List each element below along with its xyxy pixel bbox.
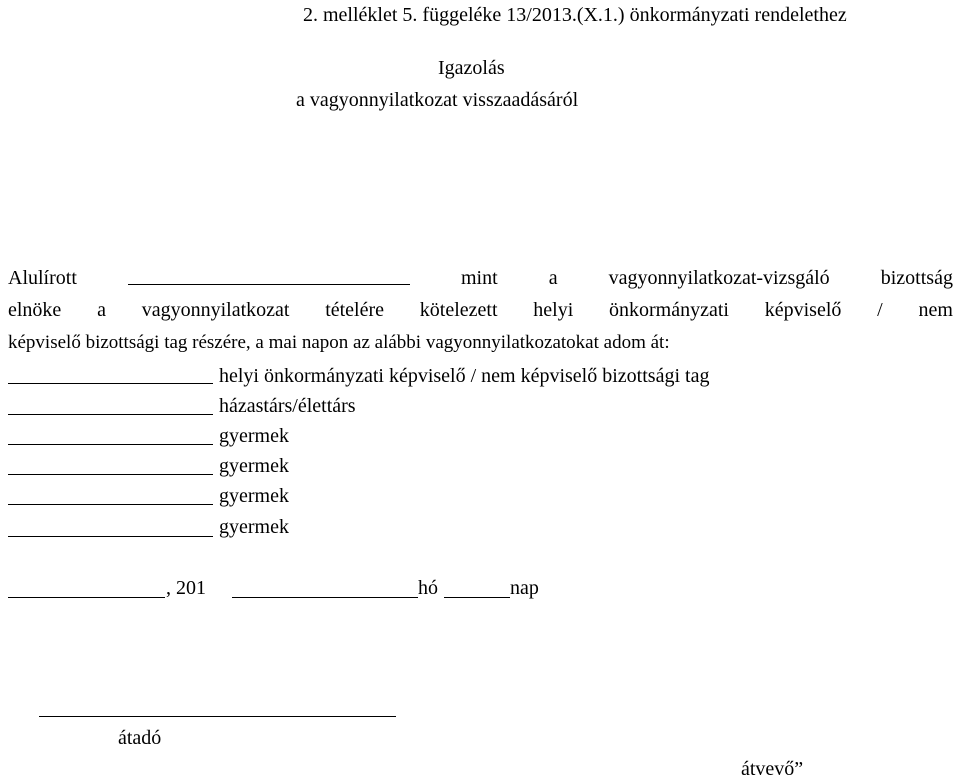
body-word: kötelezett <box>419 299 498 321</box>
giver-signature-line[interactable] <box>39 716 396 717</box>
recipient-label: gyermek <box>219 425 289 447</box>
recipient-blank-field[interactable] <box>8 536 213 537</box>
body-word: vagyonnyilatkozat-vizsgáló <box>608 267 830 289</box>
recipient-label: gyermek <box>219 485 289 507</box>
body-word: bizottság <box>880 267 953 289</box>
recipient-label: helyi önkormányzati képviselő / nem képviselő bizottsági tag <box>219 365 710 387</box>
date-month-label: hó <box>418 577 438 599</box>
date-year-prefix: , 201 <box>166 577 206 599</box>
document-title: Igazolás <box>438 57 505 79</box>
day-blank-field[interactable] <box>444 597 510 598</box>
year-month-blank-field[interactable] <box>232 597 418 598</box>
recipient-blank-field[interactable] <box>8 414 213 415</box>
receiver-signature-label: átvevő” <box>741 758 804 780</box>
body-word: önkormányzati <box>609 299 729 321</box>
annex-note: 2. melléklet 5. függeléke 13/2013.(X.1.) önkormányzati rendelethez <box>303 4 847 26</box>
recipient-label: gyermek <box>219 455 289 477</box>
body-word: nem <box>918 299 953 321</box>
body-word: elnöke <box>8 299 62 321</box>
giver-signature-label: átadó <box>118 727 162 749</box>
recipient-label: gyermek <box>219 516 289 538</box>
body-word: képviselő <box>764 299 842 321</box>
body-word: Alulírott <box>8 267 77 289</box>
recipient-blank-field[interactable] <box>8 474 213 475</box>
body-word: helyi <box>533 299 574 321</box>
place-blank-field[interactable] <box>8 597 165 598</box>
recipient-blank-field[interactable] <box>8 383 213 384</box>
body-word: a <box>97 299 106 321</box>
body-line-2 <box>8 298 953 322</box>
body-line-3: képviselő bizottsági tag részére, a mai napon az alábbi vagyonnyilatkozatokat adom át: <box>8 332 670 353</box>
body-line-1 <box>8 266 953 290</box>
body-word: / <box>877 299 883 321</box>
name-blank-field[interactable] <box>128 266 410 285</box>
recipient-label: házastárs/élettárs <box>219 395 356 417</box>
recipient-blank-field[interactable] <box>8 444 213 445</box>
body-word: mint <box>460 267 498 289</box>
body-word: a <box>548 267 558 289</box>
recipient-blank-field[interactable] <box>8 504 213 505</box>
body-word: tételére <box>325 299 385 321</box>
document-subtitle: a vagyonnyilatkozat visszaadásáról <box>296 89 579 111</box>
date-day-label: nap <box>510 577 539 599</box>
body-word: vagyonnyilatkozat <box>141 299 290 321</box>
